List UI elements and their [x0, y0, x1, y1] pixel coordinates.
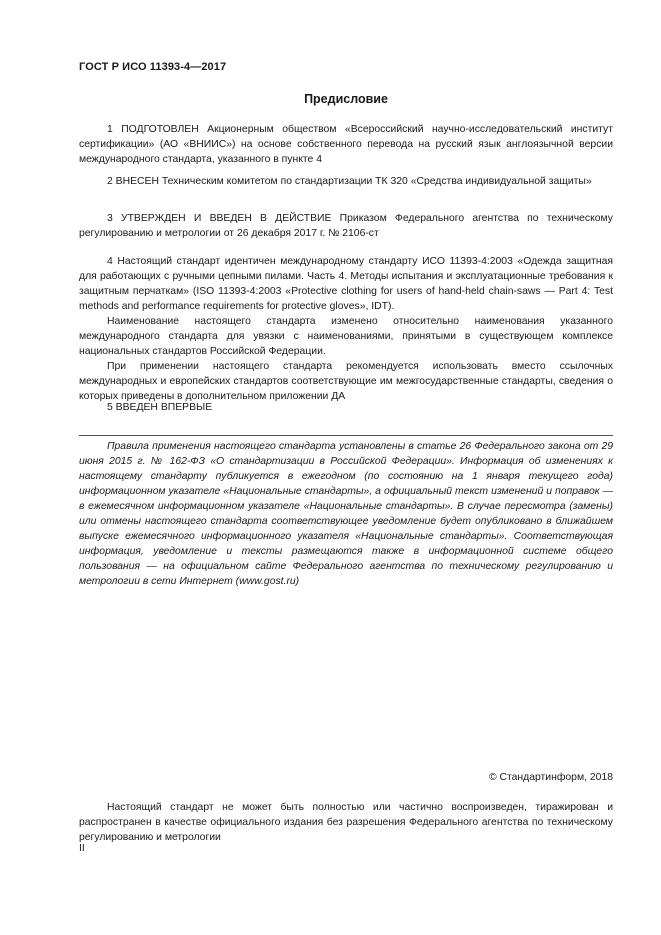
standard-code: ГОСТ Р ИСО 11393-4—2017 — [79, 61, 227, 73]
paragraph-2-text: 2 ВНЕСЕН Техническим комитетом по стандартизации ТК 320 «Средства индивидуальной защиты» — [107, 176, 592, 187]
paragraph-3 — [79, 211, 613, 241]
paragraph-4b-text: Наименование настоящего стандарта изменено относительно наименования указанного международного стандарта для увязки с наименованиями, принятыми в существующем комплексе национальных стандартов Российской Федерации. — [79, 316, 613, 357]
paragraph-4c-text: При применении настоящего стандарта рекомендуется использовать вместо ссылочных международных и европейских стандартов соответствующие им межгосударственные стандарты, сведения о которых приведены в дополнительном приложении ДА — [79, 361, 613, 402]
paragraph-4-text: 4 Настоящий стандарт идентичен международному стандарту ИСО 11393-4:2003 «Одежда защитная для работающих с ручными цепными пилами. Часть 4. Методы испытания и эксплуатационные требования к защитным перчаткам» (ISO 11393-4:2003 «Protective clothing for users of hand-held chain-saws — Part 4: Test methods and performance requirements for protective gloves», IDT). — [79, 256, 613, 312]
paragraph-3-text: 3 УТВЕРЖДЕН И ВВЕДЕН В ДЕЙСТВИЕ Приказом Федерального агентства по техническому регулированию и метрологии от 26 декабря 2017 г. № 2106-ст — [79, 213, 613, 239]
paragraph-1-text: 1 ПОДГОТОВЛЕН Акционерным обществом «Всероссийский научно-исследовательский институт сертификации» (АО «ВНИИС») на основе собственного перевода на русский язык англоязычной версии международного стандарта, указанного в пункте 4 — [79, 124, 613, 165]
application-rules-note — [79, 439, 613, 589]
paragraph-4 — [79, 254, 613, 404]
page-number: II — [79, 843, 85, 854]
paragraph-2 — [79, 174, 613, 189]
reproduction-notice-text: Настоящий стандарт не может быть полностью или частично воспроизведен, тиражирован и распространен в качестве официального издания без разрешения Федерального агентства по техническому регулированию и метрологии — [79, 802, 613, 843]
paragraph-1 — [79, 122, 613, 167]
copyright-line: © Стандартинформ, 2018 — [488, 772, 613, 783]
paragraph-5-text: 5 ВВЕДЕН ВПЕРВЫЕ — [107, 402, 213, 413]
application-rules-text: Правила применения настоящего стандарта установлены в статье 26 Федерального закона от 29 июня 2015 г. № 162-ФЗ «О стандартизации в Российской Федерации». Информация об изменениях к настоящему стандарту публикуется в ежегодном (по состоянию на 1 января текущего года) информационном указателе «Национальные стандарты», а официальный текст изменений и поправок — в ежемесячном информационном указателе «Национальные стандарты». В случае пересмотра (замены) или отмены настоящего стандарта соответствующее уведомление будет опубликовано в ближайшем выпуске ежемесячного информационного указателя «Национальные стандарты». Соответствующая информация, уведомление и тексты размещаются также в информационной системе общего пользования — на официальном сайте Федерального агентства по техническому регулированию и метрологии в сети Интернет (www.gost.ru) — [79, 441, 613, 587]
divider-line — [79, 435, 613, 436]
reproduction-notice — [79, 800, 613, 845]
paragraph-5 — [79, 400, 613, 415]
page-title: Предисловие — [304, 92, 388, 106]
